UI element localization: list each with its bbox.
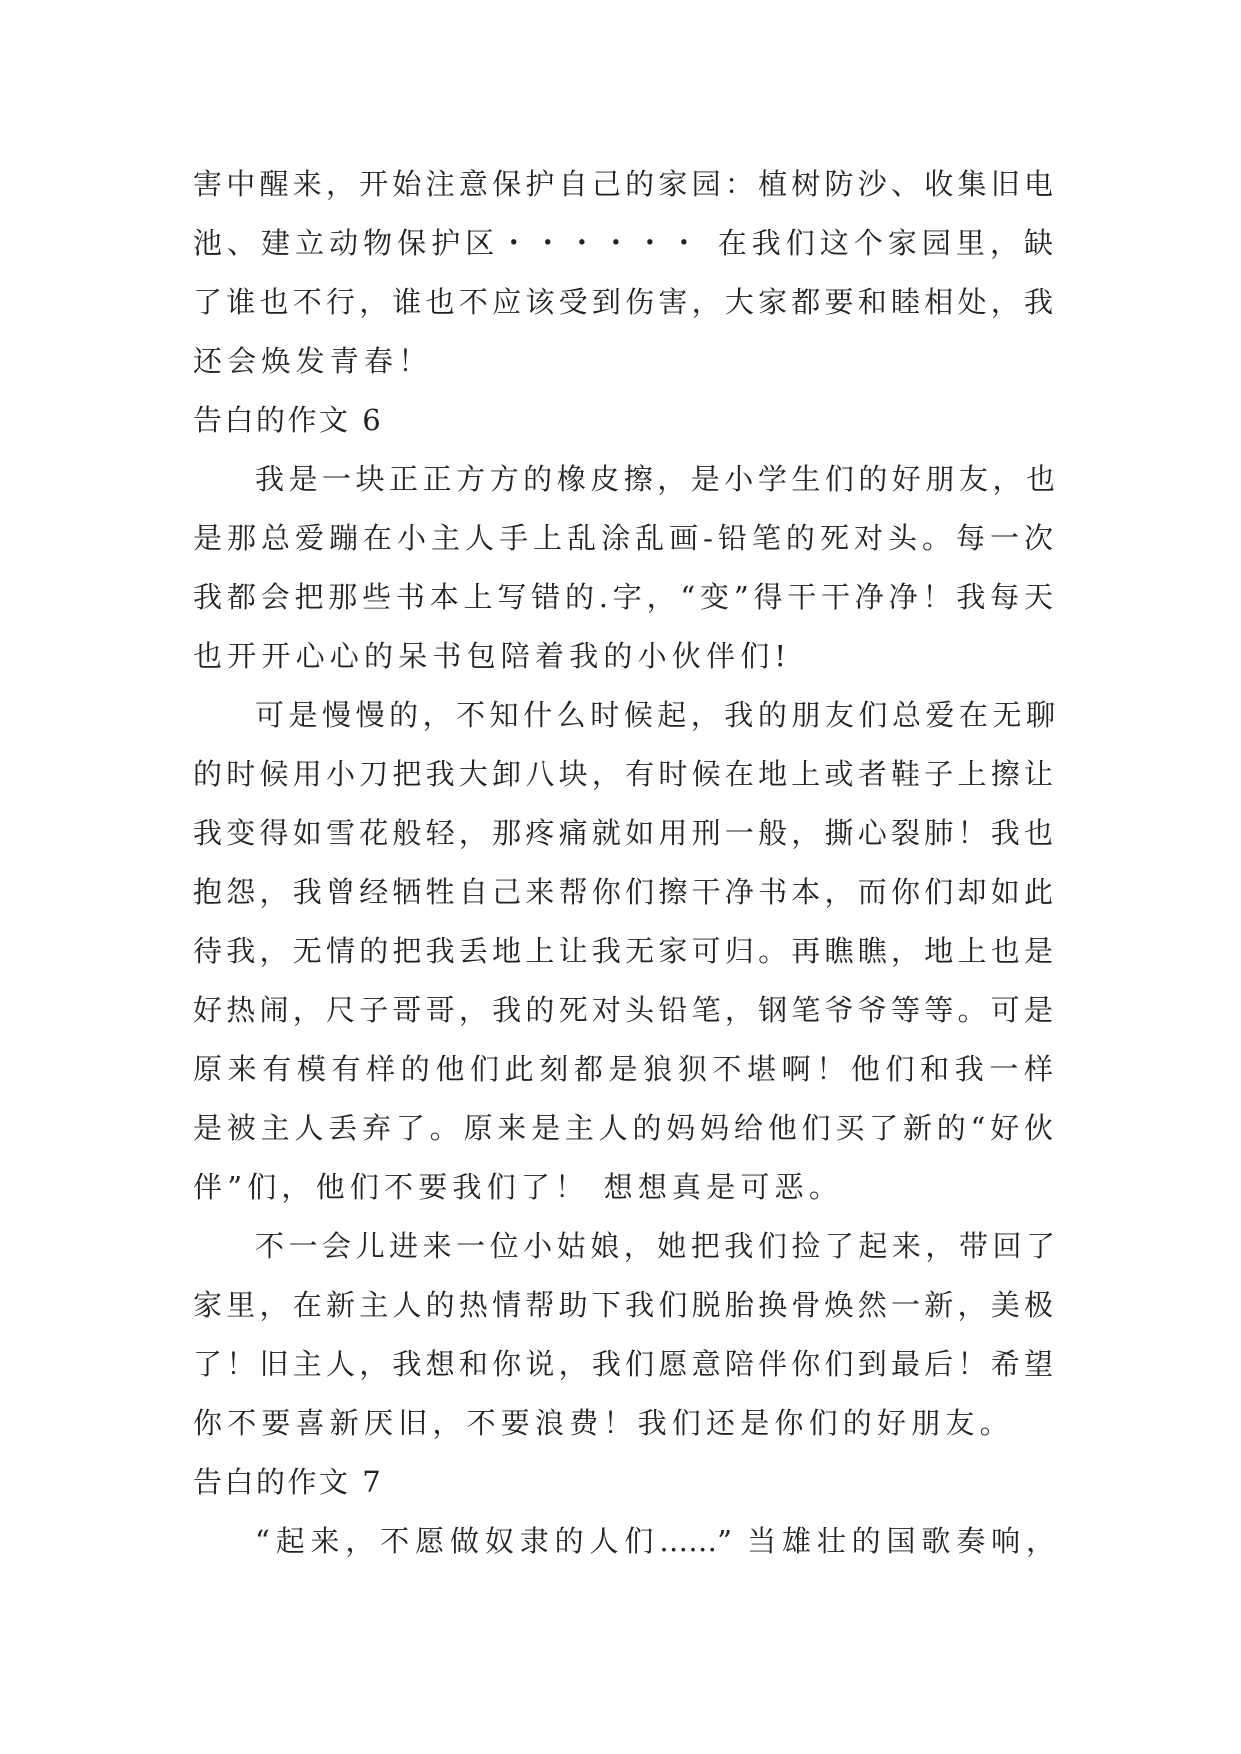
paragraph-line: 我变得如雪花般轻，那疼痛就如用刑一般，撕心裂肺！我也 [193,816,1053,850]
paragraph-line: 害中醒来，开始注意保护自己的家园：植树防沙、收集旧电 [193,167,1053,201]
paragraph-line: 抱怨，我曾经牺牲自己来帮你们擦干净书本，而你们却如此 [193,875,1053,909]
paragraph-line: 我都会把那些书本上写错的.字，“变”得干干净净！我每天 [193,580,1053,614]
paragraph-line: 家里，在新主人的热情帮助下我们脱胎换骨焕然一新，美极 [193,1288,1053,1322]
paragraph-line: 了谁也不行，谁也不应该受到伤害，大家都要和睦相处，我 [193,285,1053,319]
paragraph-line: 的时候用小刀把我大卸八块，有时候在地上或者鞋子上擦让 [193,757,1053,791]
paragraph-line: 是那总爱蹦在小主人手上乱涂乱画-铅笔的死对头。每一次 [193,521,1053,555]
section-heading: 告白的作文 6 [193,403,384,437]
paragraph-line: 池、建立动物保护区・・・・・・ 在我们这个家园里，缺 [193,226,1053,260]
paragraph-line: 我是一块正正方方的橡皮擦，是小学生们的好朋友，也 [255,462,1055,496]
paragraph-line: 是被主人丢弃了。原来是主人的妈妈给他们买了新的“好伙 [193,1111,1053,1145]
paragraph-line: 好热闹，尺子哥哥，我的死对头铅笔，钢笔爷爷等等。可是 [193,993,1053,1027]
paragraph-line: 也开开心心的呆书包陪着我的小伙伴们! [193,639,792,673]
paragraph-line: 了！旧主人，我想和你说，我们愿意陪伴你们到最后！希望 [193,1347,1053,1381]
paragraph-line: 伴”们，他们不要我们了！ 想想真是可恶。 [193,1170,844,1204]
paragraph-line: 你不要喜新厌旧，不要浪费！我们还是你们的好朋友。 [193,1406,1014,1440]
section-heading: 告白的作文 7 [193,1465,384,1499]
paragraph-line: 还会焕发青春！ [193,344,433,378]
paragraph-line: 不一会儿进来一位小姑娘，她把我们捡了起来，带回了 [255,1229,1055,1263]
paragraph-line: 待我，无情的把我丢地上让我无家可归。再瞧瞧，地上也是 [193,934,1053,968]
paragraph-line: “起来，不愿做奴隶的人们……” 当雄壮的国歌奏响， [255,1524,1055,1558]
paragraph-line: 可是慢慢的，不知什么时候起，我的朋友们总爱在无聊 [255,698,1055,732]
paragraph-line: 原来有模有样的他们此刻都是狼狈不堪啊！他们和我一样 [193,1052,1053,1086]
